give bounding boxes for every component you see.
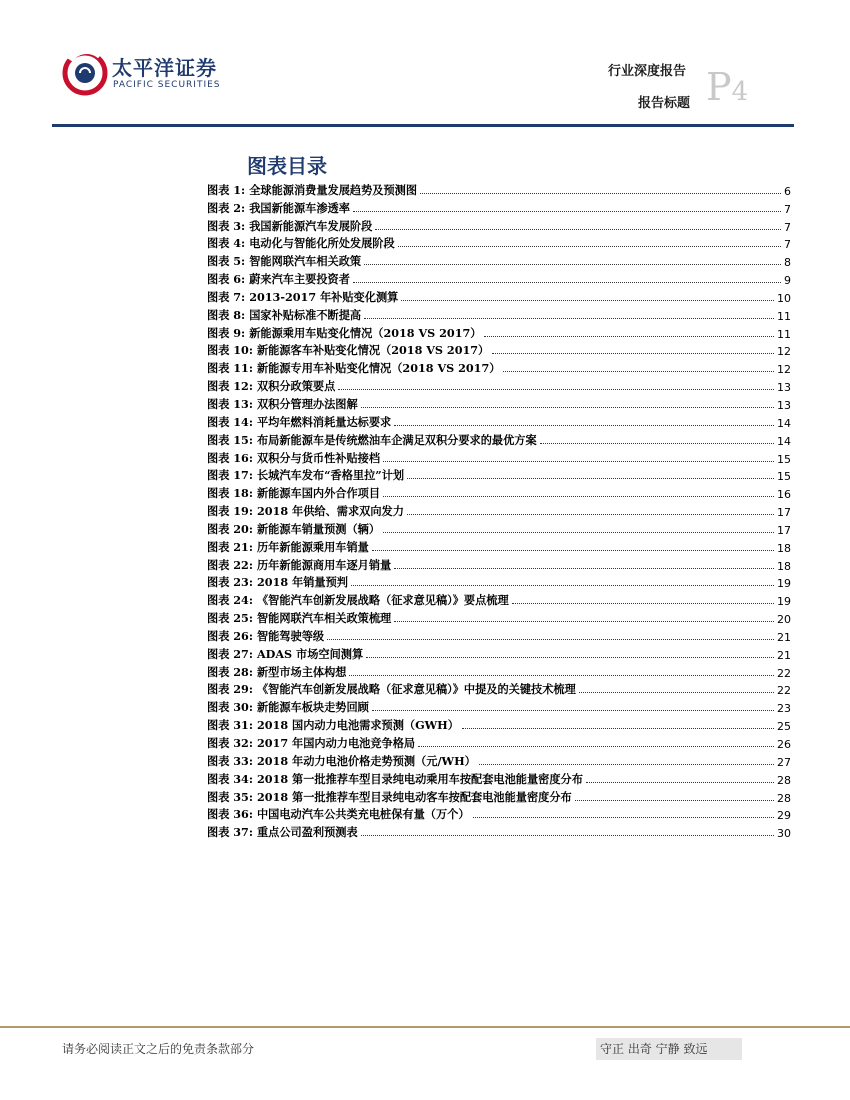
toc-item-label: 图表 35: xyxy=(207,789,253,804)
toc-item[interactable] xyxy=(207,448,791,466)
toc-item-label: 图表 4: xyxy=(207,236,246,251)
toc-item-page: 7 xyxy=(784,238,791,252)
toc-item-title: 智能网联汽车相关政策 xyxy=(249,254,362,269)
toc-item[interactable] xyxy=(207,234,791,252)
toc-item-leader-dots xyxy=(366,657,774,658)
toc-item-title: 2018 国内动力电池需求预测（GWH） xyxy=(256,718,459,733)
toc-item-title: 蔚来汽车主要投资者 xyxy=(249,272,350,287)
toc-item-title: 2018 年动力电池价格走势预测（元/WH） xyxy=(256,753,476,768)
toc-item[interactable] xyxy=(207,251,791,269)
toc-item[interactable] xyxy=(207,751,791,769)
toc-item[interactable] xyxy=(207,769,791,787)
logo-chinese-text: 太平洋证券 xyxy=(112,56,217,80)
toc-item[interactable] xyxy=(207,412,791,430)
toc-item-page: 20 xyxy=(777,613,791,627)
toc-item-label: 图表 29: xyxy=(207,682,253,697)
toc-item[interactable] xyxy=(207,430,791,448)
toc-item-leader-dots xyxy=(338,389,774,390)
toc-item-label: 图表 28: xyxy=(207,664,253,679)
logo-english-text: PACIFIC SECURITIES xyxy=(113,80,221,90)
toc-item-label: 图表 7: xyxy=(207,289,246,304)
toc-item-page: 13 xyxy=(777,398,791,412)
toc-item-page: 10 xyxy=(777,291,791,305)
toc-item[interactable] xyxy=(207,198,791,216)
toc-item-page: 22 xyxy=(777,666,791,680)
toc-item-title: 新能源车国内外合作项目 xyxy=(256,486,381,501)
toc-item-leader-dots xyxy=(579,692,774,693)
toc-item-title: 历年新能源乘用车销量 xyxy=(256,539,369,554)
toc-item-title: 2018 年供给、需求双向发力 xyxy=(256,504,404,519)
toc-item-leader-dots xyxy=(372,710,774,711)
toc-item-leader-dots xyxy=(361,835,774,836)
toc-item-page: 18 xyxy=(777,541,791,555)
toc-item-page: 13 xyxy=(777,381,791,395)
toc-item[interactable] xyxy=(207,376,791,394)
toc-item-page: 21 xyxy=(777,630,791,644)
toc-item-page: 14 xyxy=(777,434,791,448)
toc-item-page: 8 xyxy=(784,256,791,270)
toc-item-title: 新型市场主体构想 xyxy=(256,664,347,679)
toc-item-leader-dots xyxy=(484,336,774,337)
page-letter: P xyxy=(706,65,732,109)
toc-item-leader-dots xyxy=(407,514,774,515)
toc-item-label: 图表 33: xyxy=(207,753,253,768)
toc-item-leader-dots xyxy=(540,443,774,444)
toc-item-page: 17 xyxy=(777,523,791,537)
toc-item[interactable] xyxy=(207,501,791,519)
toc-item[interactable] xyxy=(207,216,791,234)
toc-item[interactable] xyxy=(207,537,791,555)
toc-list xyxy=(207,180,791,840)
toc-item[interactable] xyxy=(207,269,791,287)
toc-item-title: 智能网联汽车相关政策梳理 xyxy=(256,611,392,626)
toc-item-leader-dots xyxy=(407,478,774,479)
toc-item-leader-dots xyxy=(575,800,774,801)
toc-item-page: 12 xyxy=(777,363,791,377)
toc-item-label: 图表 3: xyxy=(207,218,246,233)
toc-item-page: 18 xyxy=(777,559,791,573)
toc-item-label: 图表 21: xyxy=(207,539,253,554)
toc-item[interactable] xyxy=(207,787,791,805)
toc-item-leader-dots xyxy=(327,639,774,640)
toc-item[interactable] xyxy=(207,573,791,591)
toc-item-leader-dots xyxy=(401,300,774,301)
toc-item-title: 全球能源消费量发展趋势及预测图 xyxy=(249,182,418,197)
toc-item[interactable] xyxy=(207,608,791,626)
toc-item-title: 2018 年销量预判 xyxy=(256,575,348,590)
toc-item-leader-dots xyxy=(364,264,781,265)
page-marker xyxy=(706,65,749,109)
toc-item-label: 图表 36: xyxy=(207,807,253,822)
toc-item-page: 19 xyxy=(777,595,791,609)
toc-item-title: 长城汽车发布“香格里拉”计划 xyxy=(256,468,405,483)
toc-item-leader-dots xyxy=(473,817,774,818)
toc-item[interactable] xyxy=(207,341,791,359)
toc-item-title: 电动化与智能化所处发展阶段 xyxy=(249,236,395,251)
toc-item-label: 图表 10: xyxy=(207,343,253,358)
toc-item[interactable] xyxy=(207,590,791,608)
toc-item-leader-dots xyxy=(364,318,774,319)
toc-item-leader-dots xyxy=(418,746,774,747)
toc-item[interactable] xyxy=(207,644,791,662)
toc-item-title: 智能驾驶等级 xyxy=(256,628,325,643)
toc-item-page: 25 xyxy=(777,720,791,734)
toc-item-label: 图表 22: xyxy=(207,557,253,572)
toc-item[interactable] xyxy=(207,180,791,198)
toc-item[interactable] xyxy=(207,626,791,644)
toc-item-title: 新能源乘用车贴变化情况（2018 VS 2017） xyxy=(249,325,482,340)
toc-item-page: 16 xyxy=(777,488,791,502)
toc-item-page: 28 xyxy=(777,791,791,805)
toc-item-page: 14 xyxy=(777,416,791,430)
toc-item[interactable] xyxy=(207,305,791,323)
toc-item-page: 17 xyxy=(777,506,791,520)
toc-item-label: 图表 31: xyxy=(207,718,253,733)
toc-item-title: 新能源车板块走势回顾 xyxy=(256,700,369,715)
toc-item-leader-dots xyxy=(398,246,781,247)
toc-item-label: 图表 25: xyxy=(207,611,253,626)
toc-item-label: 图表 23: xyxy=(207,575,253,590)
toc-item-title: 新能源客车补贴变化情况（2018 VS 2017） xyxy=(256,343,490,358)
toc-item-title: 平均年燃料消耗量达标要求 xyxy=(256,414,392,429)
toc-item-title: 2018 第一批推荐车型目录纯电动客车按配套电池能量密度分布 xyxy=(256,789,572,804)
toc-item[interactable] xyxy=(207,733,791,751)
toc-item-leader-dots xyxy=(394,425,774,426)
toc-item-label: 图表 1: xyxy=(207,182,246,197)
toc-item-page: 22 xyxy=(777,684,791,698)
toc-item-title: 布局新能源车是传统燃油车企满足双积分要求的最优方案 xyxy=(256,432,537,447)
toc-item-label: 图表 18: xyxy=(207,486,253,501)
toc-item-page: 28 xyxy=(777,773,791,787)
toc-item-label: 图表 30: xyxy=(207,700,253,715)
toc-item-title: 我国新能源车渗透率 xyxy=(249,200,350,215)
toc-item[interactable] xyxy=(207,519,791,537)
toc-item-page: 12 xyxy=(777,345,791,359)
toc-item-title: 新能源专用车补贴变化情况（2018 VS 2017） xyxy=(256,361,501,376)
toc-item-leader-dots xyxy=(375,229,781,230)
toc-heading: 图表目录 xyxy=(247,154,327,178)
toc-item-leader-dots xyxy=(372,550,774,551)
toc-item[interactable] xyxy=(207,394,791,412)
toc-item-page: 21 xyxy=(777,648,791,662)
toc-item[interactable] xyxy=(207,323,791,341)
toc-item-title: 中国电动汽车公共类充电桩保有量（万个） xyxy=(256,807,470,822)
toc-item-label: 图表 20: xyxy=(207,521,253,536)
report-title: 报告标题 xyxy=(637,96,690,111)
company-logo xyxy=(60,46,260,106)
toc-item-label: 图表 2: xyxy=(207,200,246,215)
toc-item-leader-dots xyxy=(349,675,774,676)
toc-item[interactable] xyxy=(207,715,791,733)
page-number: 4 xyxy=(731,77,749,107)
toc-item-label: 图表 11: xyxy=(207,361,253,376)
toc-item-leader-dots xyxy=(586,782,774,783)
toc-item-leader-dots xyxy=(512,603,774,604)
toc-item-label: 图表 32: xyxy=(207,736,253,750)
toc-item-page: 7 xyxy=(784,202,791,216)
toc-item[interactable] xyxy=(207,805,791,823)
toc-item-page: 29 xyxy=(777,809,791,823)
toc-item-title: 双积分政策要点 xyxy=(256,379,336,394)
footer-rule xyxy=(0,1026,850,1028)
toc-item-label: 图表 12: xyxy=(207,379,253,394)
toc-item-label: 图表 6: xyxy=(207,272,246,287)
toc-item[interactable] xyxy=(207,466,791,484)
toc-item-label: 图表 34: xyxy=(207,771,253,786)
toc-item-label: 图表 16: xyxy=(207,450,253,465)
toc-item[interactable] xyxy=(207,662,791,680)
toc-item-leader-dots xyxy=(383,461,774,462)
toc-item-title: 新能源车销量预测（辆） xyxy=(256,521,381,536)
toc-item-title: 2013-2017 年补贴变化测算 xyxy=(249,289,399,304)
footer-motto: 守正 出奇 宁静 致远 xyxy=(596,1038,742,1060)
toc-item-page: 11 xyxy=(777,309,791,323)
toc-item-label: 图表 5: xyxy=(207,254,246,269)
toc-item-title: 2018 第一批推荐车型目录纯电动乘用车按配套电池能量密度分布 xyxy=(256,771,583,786)
toc-item[interactable] xyxy=(207,287,791,305)
toc-item-leader-dots xyxy=(420,193,781,194)
toc-item-page: 15 xyxy=(777,470,791,484)
toc-item-label: 图表 24: xyxy=(207,593,253,608)
toc-item-title: 重点公司盈利预测表 xyxy=(256,825,358,840)
toc-item-leader-dots xyxy=(394,621,774,622)
header-rule xyxy=(52,124,794,127)
footer-disclaimer: 请务必阅读正文之后的免责条款部分 xyxy=(62,1042,255,1056)
toc-item-title: 国家补贴标准不断提高 xyxy=(249,307,362,322)
toc-item-title: 双积分管理办法图解 xyxy=(256,396,358,411)
toc-item[interactable] xyxy=(207,483,791,501)
toc-item-leader-dots xyxy=(462,728,774,729)
toc-item-title: 2017 年国内动力电池竞争格局 xyxy=(256,736,416,750)
toc-item-title: 《智能汽车创新发展战略（征求意见稿）》中提及的关键技术梳理 xyxy=(256,682,576,697)
toc-item[interactable] xyxy=(207,822,791,840)
toc-item-leader-dots xyxy=(351,585,774,586)
toc-item-page: 19 xyxy=(777,577,791,591)
toc-item-label: 图表 15: xyxy=(207,432,253,447)
toc-item-page: 11 xyxy=(777,327,791,341)
toc-item-label: 图表 26: xyxy=(207,628,253,643)
toc-item-title: 双积分与货币性补贴接档 xyxy=(256,450,381,465)
toc-item-title: 《智能汽车创新发展战略（征求意见稿）》要点梳理 xyxy=(256,593,509,608)
toc-item[interactable] xyxy=(207,680,791,698)
toc-item-label: 图表 14: xyxy=(207,414,253,429)
toc-item-title: ADAS 市场空间测算 xyxy=(256,646,364,661)
toc-item-leader-dots xyxy=(361,407,774,408)
toc-item-leader-dots xyxy=(383,532,774,533)
toc-item-page: 23 xyxy=(777,702,791,716)
toc-item-page: 9 xyxy=(784,274,791,288)
toc-item-page: 6 xyxy=(784,184,791,198)
toc-item[interactable] xyxy=(207,697,791,715)
toc-item-label: 图表 8: xyxy=(207,307,246,322)
toc-item-page: 7 xyxy=(784,220,791,234)
toc-item-page: 30 xyxy=(777,827,791,841)
toc-item-label: 图表 13: xyxy=(207,396,253,411)
toc-item[interactable] xyxy=(207,555,791,573)
toc-item-label: 图表 19: xyxy=(207,504,253,519)
toc-item-title: 历年新能源商用车逐月销量 xyxy=(256,557,392,572)
toc-item-leader-dots xyxy=(353,211,781,212)
toc-item-leader-dots xyxy=(383,496,774,497)
toc-item-leader-dots xyxy=(492,353,774,354)
toc-item-label: 图表 17: xyxy=(207,468,253,483)
toc-item-label: 图表 27: xyxy=(207,646,253,661)
toc-item-leader-dots xyxy=(503,371,774,372)
toc-item-leader-dots xyxy=(353,282,781,283)
report-type: 行业深度报告 xyxy=(607,64,686,79)
toc-item-leader-dots xyxy=(479,764,774,765)
toc-item[interactable] xyxy=(207,358,791,376)
toc-item-page: 26 xyxy=(777,738,791,751)
toc-item-page: 27 xyxy=(777,755,791,769)
toc-item-leader-dots xyxy=(394,568,774,569)
toc-item-title: 我国新能源汽车发展阶段 xyxy=(249,218,373,233)
logo-emblem-icon xyxy=(60,46,110,96)
toc-item-label: 图表 9: xyxy=(207,325,246,340)
toc-item-page: 15 xyxy=(777,452,791,466)
toc-item-label: 图表 37: xyxy=(207,825,253,840)
